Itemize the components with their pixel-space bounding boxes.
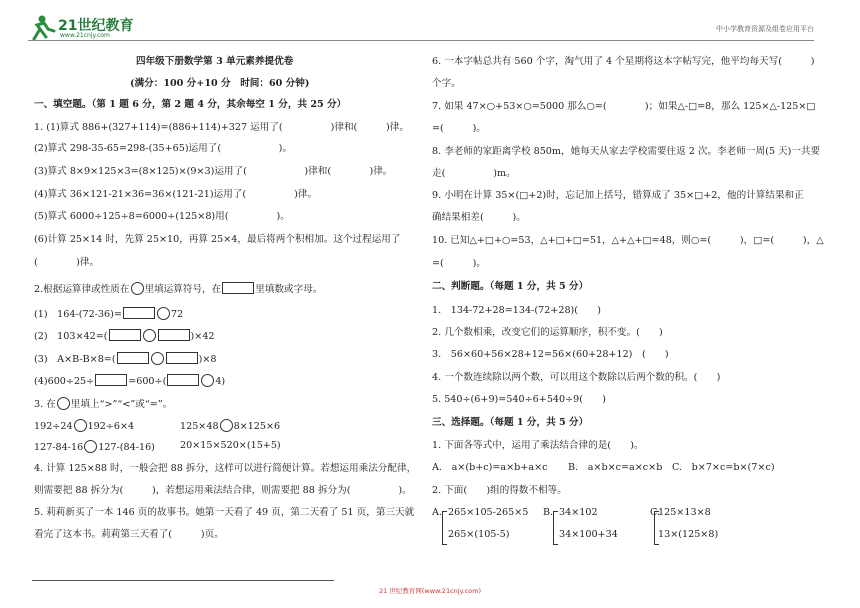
opt-c-expr-1: 125×13×8 bbox=[658, 507, 711, 518]
q3-c1-b: 192÷6×4 bbox=[87, 421, 135, 432]
box-blank bbox=[158, 329, 190, 341]
opt-a-bracket bbox=[442, 511, 447, 545]
section-choice-heading: 三、选择题。（每题 1 分，共 5 分） bbox=[432, 417, 589, 428]
q3-intro-b: 里填上“>”“<”或“=”。 bbox=[70, 399, 173, 410]
q2-row-4-a: (4)600÷25÷ bbox=[34, 376, 95, 387]
q3-c3-b: 127-(84-16) bbox=[98, 442, 155, 453]
judge-item-3: 3. 56×60+56×28+12=56×(60+28+12) ( ) bbox=[432, 349, 669, 360]
q3-intro-a: 3. 在 bbox=[34, 399, 56, 410]
opt-c-expr-2: 13×(125×8) bbox=[658, 529, 719, 540]
opt-a-expr-2: 265×(105-5) bbox=[448, 529, 510, 540]
circle-blank bbox=[157, 307, 170, 320]
q1-line-3: (3)算式 8×9×125×3=(8×125)×(9×3)运用了( )律和( )律。 bbox=[34, 166, 393, 177]
q10-line-1: 10. 已知△+□+○=53，△+□+□=51，△+△+□=48，则○=( )，□=( )，△ bbox=[432, 235, 824, 246]
box-blank bbox=[167, 374, 199, 386]
circle-blank bbox=[151, 352, 164, 365]
q2-intro-b: 里填运算符号，在 bbox=[144, 284, 222, 295]
opt-c-label: C. bbox=[650, 507, 661, 518]
q2-intro-a: 2.根据运算律或性质在 bbox=[34, 284, 130, 295]
q3-c2-b: 8×125×6 bbox=[233, 421, 281, 432]
judge-item-5: 5. 540÷(6+9)=540÷6+540÷9( ) bbox=[432, 394, 606, 405]
judge-item-2: 2. 几个数相乘，改变它们的运算顺序，积不变。( ) bbox=[432, 327, 663, 338]
choice-q1-opt-b: B. a×b×c=a×c×b bbox=[568, 462, 663, 473]
q1-line-4: (4)算式 36×121-21×36=36×(121-21)运用了( )律。 bbox=[34, 189, 318, 200]
circle-blank bbox=[220, 419, 233, 432]
section-judge-heading: 二、判断题。（每题 1 分，共 5 分） bbox=[432, 281, 589, 292]
q6-line-1: 6. 一本字帖总共有 560 个字，淘气用了 4 个星期将这本字帖写完，他平均每天写( ) bbox=[432, 56, 815, 67]
q2-row-4 bbox=[34, 374, 225, 388]
circle-blank bbox=[84, 440, 97, 453]
choice-q1: 1. 下面各等式中，运用了乘法结合律的是( )。 bbox=[432, 440, 644, 451]
choice-q1-opt-a: A. a×(b+c)=a×b+a×c bbox=[432, 462, 548, 473]
q4-line-1: 4. 计算 125×88 时，一般会把 88 拆分，这样可以进行简便计算。若想运用乘法分配律， bbox=[34, 463, 417, 474]
q4-line-2: 则需要把 88 拆分为( )，若想运用乘法结合律，则需要把 88 拆分为( )。 bbox=[34, 485, 412, 496]
q2-row-1-a: (1) 164-(72-36)= bbox=[34, 309, 122, 320]
q2-row-3-b: )×8 bbox=[198, 354, 217, 365]
q1-line-7: ( )律。 bbox=[34, 257, 100, 268]
q2-row-4-c: 4) bbox=[215, 376, 226, 387]
q7-line-2: =( )。 bbox=[432, 123, 486, 134]
circle-blank bbox=[57, 397, 70, 410]
box-blank bbox=[222, 282, 254, 294]
page-title: 四年级下册数学第 3 单元素养提优卷 bbox=[136, 56, 294, 67]
q3-compare-4: 20×15×520×(15+5) bbox=[180, 440, 281, 451]
q3-c2-a: 125×48 bbox=[180, 421, 219, 432]
box-blank bbox=[117, 352, 149, 364]
q3-compare-3 bbox=[34, 440, 155, 454]
logo-url: www.21cnjy.com bbox=[60, 32, 110, 39]
q1-line-2: (2)算式 298-35-65=298-(35+65)运用了( )。 bbox=[34, 143, 292, 154]
q2-row-4-b: =600÷( bbox=[128, 376, 167, 387]
box-blank bbox=[95, 374, 127, 386]
site-logo bbox=[28, 13, 140, 43]
judge-item-1: 1. 134-72+28=134-(72+28)( ) bbox=[432, 305, 601, 316]
logo-text: 21世纪教育 bbox=[58, 18, 134, 34]
q3-compare-2 bbox=[180, 419, 280, 433]
opt-a-expr-1: 265×105-265×5 bbox=[448, 507, 529, 518]
q2-row-2-b: )×42 bbox=[190, 331, 215, 342]
opt-b-expr-2: 34×100+34 bbox=[559, 529, 618, 540]
q5-line-1: 5. 莉莉新买了一本 146 页的故事书。她第一天看了 49 页，第二天看了 51 页，第三天就 bbox=[34, 507, 415, 518]
box-blank bbox=[166, 352, 198, 364]
circle-blank bbox=[131, 282, 144, 295]
q9-line-1: 9. 小明在计算 35×(□+2)时，忘记加上括号，错算成了 35×□+2，他的计算结果和正 bbox=[432, 190, 804, 201]
q1-line-5: (5)算式 6000÷125÷8=6000÷(125×8)用( )。 bbox=[34, 211, 290, 222]
q9-line-2: 确结果相差( )。 bbox=[432, 212, 526, 223]
judge-item-4: 4. 一个数连续除以两个数，可以用这个数除以后两个数的积。( ) bbox=[432, 372, 721, 383]
q8-line-2: 走( )m。 bbox=[432, 168, 516, 179]
q2-row-1 bbox=[34, 307, 183, 321]
q3-compare-1 bbox=[34, 419, 134, 433]
q6-line-2: 个字。 bbox=[432, 78, 461, 89]
q1-line-1: 1. (1)算式 886+(327+114)=(886+114)+327 运用了( )律和( )律。 bbox=[34, 122, 409, 133]
q2-row-3-a: (3) A×B-B×8=( bbox=[34, 354, 116, 365]
q2-row-2 bbox=[34, 329, 215, 343]
header-platform-text: 中小学教育资源及组卷应用平台 bbox=[716, 25, 814, 33]
q2-intro-c: 里填数或字母。 bbox=[255, 284, 323, 295]
q2-row-3 bbox=[34, 352, 217, 366]
q2-row-1-b: 72 bbox=[170, 309, 184, 320]
choice-q1-opt-c: C. b×7×c=b×(7×c) bbox=[672, 462, 775, 473]
q1-line-6: (6)计算 25×14 时，先算 25×10，再算 25×4，最后将两个积相加。这个过程运用了 bbox=[34, 234, 401, 245]
q5-line-2: 看完了这本书。莉莉第三天看了( )页。 bbox=[34, 529, 224, 540]
section-fill-heading: 一、填空题。（第 1 题 6 分，第 2 题 4 分，其余每空 1 分，共 25 分） bbox=[34, 99, 347, 110]
q3-intro bbox=[34, 397, 172, 411]
box-blank bbox=[123, 307, 155, 319]
q3-c3-a: 127-84-16 bbox=[34, 442, 84, 453]
q7-line-1: 7. 如果 47×○+53×○=5000 那么○=( )；如果△-□=8，那么 125×△-125×□ bbox=[432, 101, 816, 112]
q3-c1-a: 192÷24 bbox=[34, 421, 73, 432]
page-subtitle: (满分：100 分+10 分 时间：60 分钟) bbox=[130, 78, 310, 89]
footer-divider bbox=[32, 580, 334, 581]
opt-b-label: B. bbox=[543, 507, 554, 518]
circle-blank bbox=[74, 419, 87, 432]
q8-line-1: 8. 李老师的家距离学校 850m，她每天从家去学校需要往返 2 次。李老师一周(5 天)一共要 bbox=[432, 146, 821, 157]
q2-row-2-a: (2) 103×42=( bbox=[34, 331, 108, 342]
q10-line-2: =( )。 bbox=[432, 258, 486, 269]
choice-q2: 2. 下面( )组的得数不相等。 bbox=[432, 485, 567, 496]
opt-a-label: A. bbox=[432, 507, 442, 518]
circle-blank bbox=[201, 374, 214, 387]
opt-b-expr-1: 34×102 bbox=[559, 507, 598, 518]
q2-intro bbox=[34, 282, 322, 296]
circle-blank bbox=[143, 329, 156, 342]
header-divider bbox=[28, 40, 814, 41]
box-blank bbox=[109, 329, 141, 341]
opt-b-bracket bbox=[553, 511, 558, 545]
footer-text: 21 世纪教育网(www.21cnjy.com) bbox=[379, 587, 481, 595]
